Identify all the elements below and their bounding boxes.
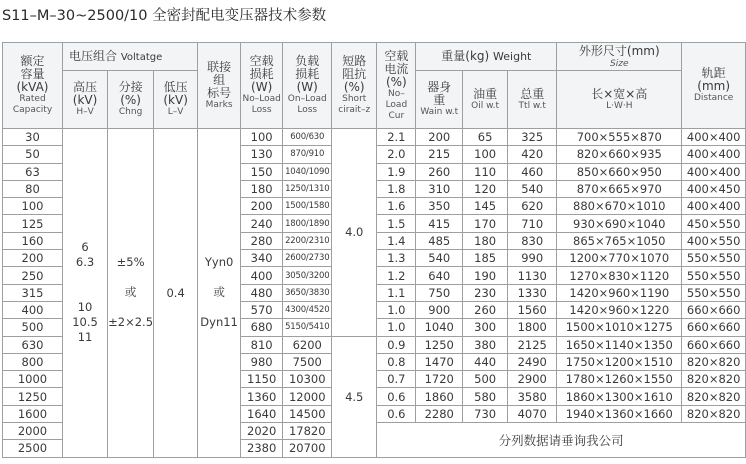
- cell-dimensions: 1860×1300×1610: [557, 388, 682, 405]
- cell-impedance-b: 4.5: [332, 336, 377, 457]
- header-no-load-current: 空载 电流 (%) No–Load Cur: [377, 43, 416, 129]
- cell-oil-weight: 190: [463, 267, 508, 284]
- cell-wain-weight: 900: [416, 301, 463, 318]
- cell-on-load-loss: 600/630: [283, 129, 332, 146]
- cell-total-weight: 420: [508, 146, 557, 163]
- table-row: [3, 129, 746, 146]
- cell-wain-weight: 1860: [416, 388, 463, 405]
- cell-wain-weight: 750: [416, 284, 463, 301]
- cell-no-load-current: 1.0: [377, 319, 416, 336]
- cell-no-load-current: 1.3: [377, 250, 416, 267]
- cell-dimensions: 1270×830×1120: [557, 267, 682, 284]
- cell-no-load-loss: 680: [240, 319, 282, 336]
- cell-no-load-current: 2.0: [377, 146, 416, 163]
- cell-oil-weight: 100: [463, 146, 508, 163]
- cell-oil-weight: 230: [463, 284, 508, 301]
- cell-no-load-loss: 180: [240, 180, 282, 197]
- cell-no-load-loss: 2020: [240, 423, 282, 440]
- cell-oil-weight: 120: [463, 180, 508, 197]
- cell-tap-merged: ±5% 或 ±2×2.5: [108, 129, 154, 458]
- page-title: S11–M–30~2500/10 全密封配电变压器技术参数: [2, 8, 327, 24]
- cell-total-weight: 2490: [508, 353, 557, 370]
- cell-no-load-current: 0.7: [377, 371, 416, 388]
- cell-dimensions: 1420×960×1190: [557, 284, 682, 301]
- cell-total-weight: 540: [508, 180, 557, 197]
- cell-wain-weight: 310: [416, 180, 463, 197]
- header-ttl: 总重 Ttl w.t: [508, 71, 557, 129]
- cell-oil-weight: 300: [463, 319, 508, 336]
- cell-total-weight: 3580: [508, 388, 557, 405]
- cell-capacity: 1000: [3, 371, 63, 388]
- cell-no-load-loss: 200: [240, 198, 282, 215]
- cell-on-load-loss: 10300: [283, 371, 332, 388]
- cell-dimensions: 880×670×1010: [557, 198, 682, 215]
- cell-dimensions: 1940×1360×1660: [557, 405, 682, 422]
- cell-capacity: 200: [3, 250, 63, 267]
- cell-oil-weight: 730: [463, 405, 508, 422]
- cell-no-load-loss: 280: [240, 232, 282, 249]
- cell-total-weight: 325: [508, 129, 557, 146]
- note-cell: 分列数据请垂询我公司: [377, 423, 746, 458]
- cell-no-load-loss: 980: [240, 353, 282, 370]
- cell-oil-weight: 580: [463, 388, 508, 405]
- cell-hv-merged: 6 6.3 10 10.5 11: [62, 129, 107, 458]
- cell-capacity: 160: [3, 232, 63, 249]
- header-track: 轨距 (mm) Distance: [682, 43, 746, 129]
- cell-on-load-loss: 1040/1090: [283, 163, 332, 180]
- cell-no-load-current: 1.6: [377, 198, 416, 215]
- cell-no-load-current: 1.2: [377, 267, 416, 284]
- header-hv: 高压 (kV) H–V: [62, 71, 107, 129]
- cell-track: 820×820: [682, 353, 746, 370]
- cell-capacity: 100: [3, 198, 63, 215]
- cell-dimensions: 820×660×935: [557, 146, 682, 163]
- cell-capacity: 250: [3, 267, 63, 284]
- cell-total-weight: 2900: [508, 371, 557, 388]
- cell-no-load-current: 1.8: [377, 180, 416, 197]
- cell-capacity: 630: [3, 336, 63, 353]
- cell-no-load-loss: 150: [240, 163, 282, 180]
- cell-on-load-loss: 3650/3830: [283, 284, 332, 301]
- cell-track: 400×400: [682, 146, 746, 163]
- cell-total-weight: 1130: [508, 267, 557, 284]
- header-weight: 重量(kg) Weight: [416, 43, 557, 71]
- cell-on-load-loss: 4300/4520: [283, 301, 332, 318]
- cell-on-load-loss: 5150/5410: [283, 319, 332, 336]
- cell-no-load-current: 1.4: [377, 232, 416, 249]
- cell-dimensions: 1420×960×1220: [557, 301, 682, 318]
- cell-no-load-current: 1.0: [377, 301, 416, 318]
- cell-capacity: 400: [3, 301, 63, 318]
- cell-track: 400×400: [682, 163, 746, 180]
- cell-dimensions: 865×765×1050: [557, 232, 682, 249]
- cell-no-load-current: 0.6: [377, 388, 416, 405]
- cell-on-load-loss: 2200/2310: [283, 232, 332, 249]
- cell-dimensions: 1200×770×1070: [557, 250, 682, 267]
- cell-wain-weight: 1250: [416, 336, 463, 353]
- header-voltage-combo: 电压组合 Voltatge: [62, 43, 197, 71]
- cell-no-load-current: 2.1: [377, 129, 416, 146]
- cell-capacity: 80: [3, 180, 63, 197]
- cell-no-load-loss: 1150: [240, 371, 282, 388]
- cell-wain-weight: 260: [416, 163, 463, 180]
- cell-dimensions: 700×555×870: [557, 129, 682, 146]
- cell-on-load-loss: 3050/3200: [283, 267, 332, 284]
- cell-wain-weight: 2280: [416, 405, 463, 422]
- cell-track: 400×550: [682, 232, 746, 249]
- cell-total-weight: 1330: [508, 284, 557, 301]
- cell-total-weight: 710: [508, 215, 557, 232]
- cell-no-load-loss: 480: [240, 284, 282, 301]
- cell-oil-weight: 145: [463, 198, 508, 215]
- cell-no-load-loss: 340: [240, 250, 282, 267]
- cell-on-load-loss: 1800/1890: [283, 215, 332, 232]
- cell-on-load-loss: 14500: [283, 405, 332, 422]
- cell-track: 820×820: [682, 388, 746, 405]
- header-short-circuit: 短路 阻抗 (%) Short cirait–z: [332, 43, 377, 129]
- cell-track: 660×660: [682, 319, 746, 336]
- cell-capacity: 315: [3, 284, 63, 301]
- cell-capacity: 2000: [3, 423, 63, 440]
- cell-marks-merged: Yyn0 或 Dyn11: [198, 129, 241, 458]
- cell-no-load-current: 0.9: [377, 336, 416, 353]
- header-tap: 分接 (%) Chng: [108, 71, 154, 129]
- cell-on-load-loss: 7500: [283, 353, 332, 370]
- cell-dimensions: 1500×1010×1275: [557, 319, 682, 336]
- cell-wain-weight: 350: [416, 198, 463, 215]
- cell-oil-weight: 170: [463, 215, 508, 232]
- header-rated-capacity: 额定 容量 (kVA) Rated Capacity: [3, 43, 63, 129]
- cell-capacity: 800: [3, 353, 63, 370]
- cell-no-load-current: 1.5: [377, 215, 416, 232]
- cell-total-weight: 830: [508, 232, 557, 249]
- cell-total-weight: 2125: [508, 336, 557, 353]
- cell-on-load-loss: 1500/1580: [283, 198, 332, 215]
- cell-oil-weight: 110: [463, 163, 508, 180]
- cell-capacity: 2500: [3, 440, 63, 457]
- cell-no-load-current: 0.8: [377, 353, 416, 370]
- header-no-load-loss: 空载 损耗 (W) No–Load Loss: [240, 43, 282, 129]
- cell-impedance-a: 4.0: [332, 129, 377, 337]
- cell-capacity: 63: [3, 163, 63, 180]
- cell-oil-weight: 185: [463, 250, 508, 267]
- cell-oil-weight: 500: [463, 371, 508, 388]
- cell-dimensions: 1780×1260×1550: [557, 371, 682, 388]
- cell-wain-weight: 415: [416, 215, 463, 232]
- header-dims-sub: 长×宽×高 L·W·H: [557, 71, 682, 129]
- cell-dimensions: 1650×1140×1350: [557, 336, 682, 353]
- header-marks: 联接 组 标号 Marks: [198, 43, 241, 129]
- cell-track: 450×550: [682, 215, 746, 232]
- cell-wain-weight: 540: [416, 250, 463, 267]
- cell-track: 660×660: [682, 301, 746, 318]
- cell-track: 400×400: [682, 129, 746, 146]
- cell-oil-weight: 380: [463, 336, 508, 353]
- header-lv: 低压 (kV) L–V: [154, 71, 198, 129]
- table-body: [3, 43, 746, 458]
- cell-oil-weight: 440: [463, 353, 508, 370]
- spec-table: [2, 42, 746, 458]
- cell-capacity: 30: [3, 129, 63, 146]
- cell-capacity: 50: [3, 146, 63, 163]
- cell-no-load-loss: 1360: [240, 388, 282, 405]
- cell-no-load-loss: 400: [240, 267, 282, 284]
- cell-dimensions: 850×660×950: [557, 163, 682, 180]
- cell-track: 400×450: [682, 180, 746, 197]
- cell-oil-weight: 180: [463, 232, 508, 249]
- cell-no-load-loss: 130: [240, 146, 282, 163]
- header-on-load-loss: 负载 损耗 (W) On–Load Loss: [283, 43, 332, 129]
- cell-on-load-loss: 2600/2730: [283, 250, 332, 267]
- cell-wain-weight: 215: [416, 146, 463, 163]
- cell-dimensions: 1750×1200×1510: [557, 353, 682, 370]
- cell-capacity: 1600: [3, 405, 63, 422]
- cell-wain-weight: 1040: [416, 319, 463, 336]
- cell-total-weight: 460: [508, 163, 557, 180]
- header-dims: 外形尺寸(mm) Size: [557, 43, 682, 71]
- cell-on-load-loss: 6200: [283, 336, 332, 353]
- cell-dimensions: 930×690×1040: [557, 215, 682, 232]
- cell-capacity: 125: [3, 215, 63, 232]
- cell-total-weight: 990: [508, 250, 557, 267]
- cell-total-weight: 1560: [508, 301, 557, 318]
- header-wain: 器身 重 Wain w.t: [416, 71, 463, 129]
- cell-on-load-loss: 12000: [283, 388, 332, 405]
- cell-track: 820×820: [682, 405, 746, 422]
- cell-no-load-current: 0.6: [377, 405, 416, 422]
- cell-total-weight: 620: [508, 198, 557, 215]
- cell-no-load-current: 1.1: [377, 284, 416, 301]
- cell-wain-weight: 485: [416, 232, 463, 249]
- cell-wain-weight: 200: [416, 129, 463, 146]
- cell-lv-merged: 0.4: [154, 129, 198, 458]
- cell-on-load-loss: 870/910: [283, 146, 332, 163]
- cell-no-load-loss: 1640: [240, 405, 282, 422]
- cell-oil-weight: 65: [463, 129, 508, 146]
- cell-total-weight: 1800: [508, 319, 557, 336]
- cell-track: 660×660: [682, 336, 746, 353]
- cell-total-weight: 4070: [508, 405, 557, 422]
- cell-no-load-loss: 570: [240, 301, 282, 318]
- header-oil: 油重 Oil w.t: [463, 71, 508, 129]
- cell-wain-weight: 1720: [416, 371, 463, 388]
- cell-track: 550×550: [682, 267, 746, 284]
- cell-on-load-loss: 20700: [283, 440, 332, 457]
- cell-oil-weight: 260: [463, 301, 508, 318]
- cell-no-load-loss: 100: [240, 129, 282, 146]
- cell-track: 550×550: [682, 250, 746, 267]
- cell-track: 550×550: [682, 284, 746, 301]
- cell-wain-weight: 1470: [416, 353, 463, 370]
- cell-no-load-loss: 2380: [240, 440, 282, 457]
- cell-capacity: 500: [3, 319, 63, 336]
- cell-no-load-current: 1.9: [377, 163, 416, 180]
- cell-no-load-loss: 240: [240, 215, 282, 232]
- cell-on-load-loss: 1250/1310: [283, 180, 332, 197]
- cell-wain-weight: 640: [416, 267, 463, 284]
- cell-no-load-loss: 810: [240, 336, 282, 353]
- cell-capacity: 1250: [3, 388, 63, 405]
- cell-track: 400×400: [682, 198, 746, 215]
- cell-on-load-loss: 17820: [283, 423, 332, 440]
- cell-dimensions: 870×665×970: [557, 180, 682, 197]
- cell-track: 820×820: [682, 371, 746, 388]
